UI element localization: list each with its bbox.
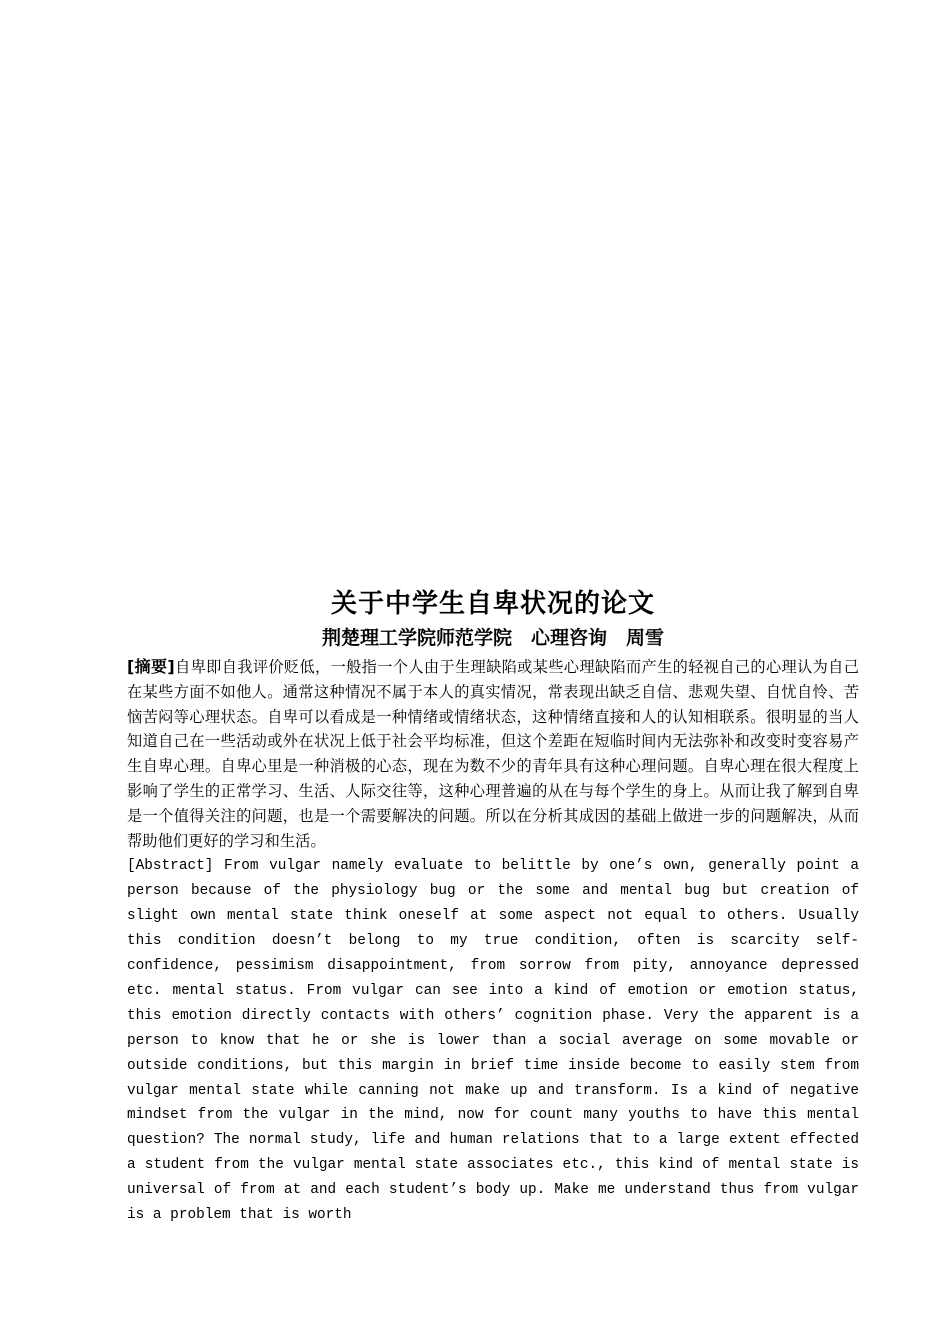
abstract-cn-text: 自卑即自我评价贬低，一般指一个人由于生理缺陷或某些心理缺陷而产生的轻视自己的心理认为自己在某些方面不如他人。通常这种情况不属于本人的真实情况，常表现出缺乏自信、悲观失望、自忧自怜、苦恼苦闷等心理状态。自卑可以看成是一种情绪或情绪状态，这种情绪直接和人的认知相联系。很明显的当人知道自己在一些活动或外在状况上低于社会平均标准，但这个差距在短临时间内无法弥补和改变时变容易产生自卑心理。自卑心里是一种消极的心态，现在为数不少的青年具有这种心理问题。自卑心理在很大程度上影响了学生的正常学习、生活、人际交往等，这种心理普遍的从在与每个学生的身上。从而让我了解到自卑是一个值得关注的问题，也是一个需要解决的问题。所以在分析其成因的基础上做进一步的问题解决，从而帮助他们更好的学习和生活。 [127,658,859,850]
author-byline: 荆楚理工学院师范学院 心理咨询 周雪 [321,627,664,649]
document-page [127,585,859,1227]
abstract-english: [Abstract] From vulgar namely evaluate to belittle by one’s own, generally point a person because of the physiology bug or the some and mental bug but creation of slight own mental state think oneself at some aspect not equal to others. Usually this condition doesn’t belong to my true condition, often is scarcity self-confidence, pessimism disappointment, from sorrow from pity, annoyance depressed etc. mental status. From vulgar can see into a kind of emotion or emotion status, this emotion directly contacts with others’ cognition phase. Very the apparent is a person to know that he or she is lower than a social average on some movable or outside conditions, but this margin in brief time inside become to easily stem from vulgar mental state while canning not make up and transform. Is a kind of negative mindset from the vulgar in the mind, now for count many youths to have this mental question? The normal study, life and human relations that to a large extent effected a student from the vulgar mental state associates etc., this kind of mental state is universal of from at and each student’s body up. Make me understand thus from vulgar is a problem that is worth [127,858,859,1224]
document-title: 关于中学生自卑状况的论文 [330,589,655,619]
abstract-chinese [127,655,859,853]
abstract-cn-label: [摘要] [127,657,175,676]
